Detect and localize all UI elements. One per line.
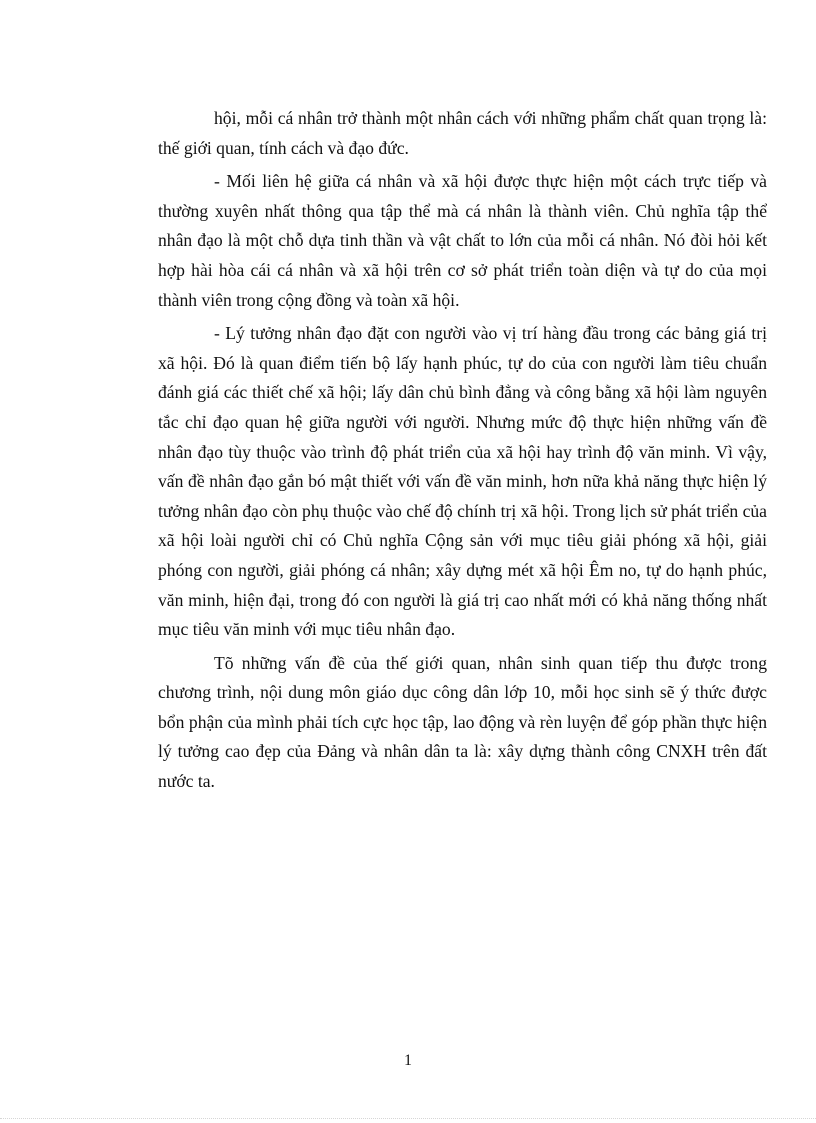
- paragraph-1: hội, mỗi cá nhân trở thành một nhân cách với những phẩm chất quan trọng là: thế giới quan, tính cách và đạo đức.: [158, 108, 767, 158]
- page-number: 1: [404, 1052, 412, 1069]
- body-text: [158, 104, 767, 801]
- paragraph-4: Tõ những vấn đề của thế giới quan, nhân sinh quan tiếp thu được trong chương trình, nội dung môn giáo dục công dân lớp 10, mỗi học sinh sẽ ý thức được bổn phận của mình phải tích cực học tập, lao động và rèn luyện để góp phần thực hiện lý tưởng cao đẹp của Đảng và nhân dân ta là: xây dựng thành công CNXH trên đất nước ta.: [158, 652, 767, 792]
- page-bottom-edge: [0, 1118, 816, 1119]
- paragraph-2: - Mối liên hệ giữa cá nhân và xã hội được thực hiện một cách trực tiếp và thường xuyên nhất thông qua tập thể mà cá nhân là thành viên. Chủ nghĩa tập thể nhân đạo là một chỗ dựa tinh thần và vật chất to lớn của mỗi cá nhân. Nó đòi hỏi kết hợp hài hòa cái cá nhân và xã hội trên cơ sở phát triển toàn diện và tự do của mọi thành viên trong cộng đồng và toàn xã hội.: [158, 171, 767, 310]
- paragraph-3: - Lý tưởng nhân đạo đặt con người vào vị trí hàng đầu trong các bảng giá trị xã hội. Đó là quan điểm tiến bộ lấy hạnh phúc, tự do của con người làm tiêu chuẩn đánh giá các thiết chế xã hội; lấy dân chủ bình đẳng và công bằng xã hội làm nguyên tắc chỉ đạo quan hệ giữa người với người. Nhưng mức độ thực hiện những vấn đề nhân đạo tùy thuộc vào trình độ phát triển của xã hội hay trình độ văn minh. Vì vậy, vấn đề nhân đạo gắn bó mật thiết với vấn đề văn minh, hơn nữa khả năng thực hiện lý tưởng nhân đạo còn phụ thuộc vào chế độ chính trị xã hội. Trong lịch sử phát triển của xã hội loài người chỉ có Chủ nghĩa Cộng sản với mục tiêu giải phóng xã hội, giải phóng con người, giải phóng cá nhân; xây dựng mét xã hội Êm no, tự do hạnh phúc, văn minh, hiện đại, trong đó con người là giá trị cao nhất mới có khả năng thống nhất mục tiêu văn minh với mục tiêu nhân đạo.: [158, 323, 767, 640]
